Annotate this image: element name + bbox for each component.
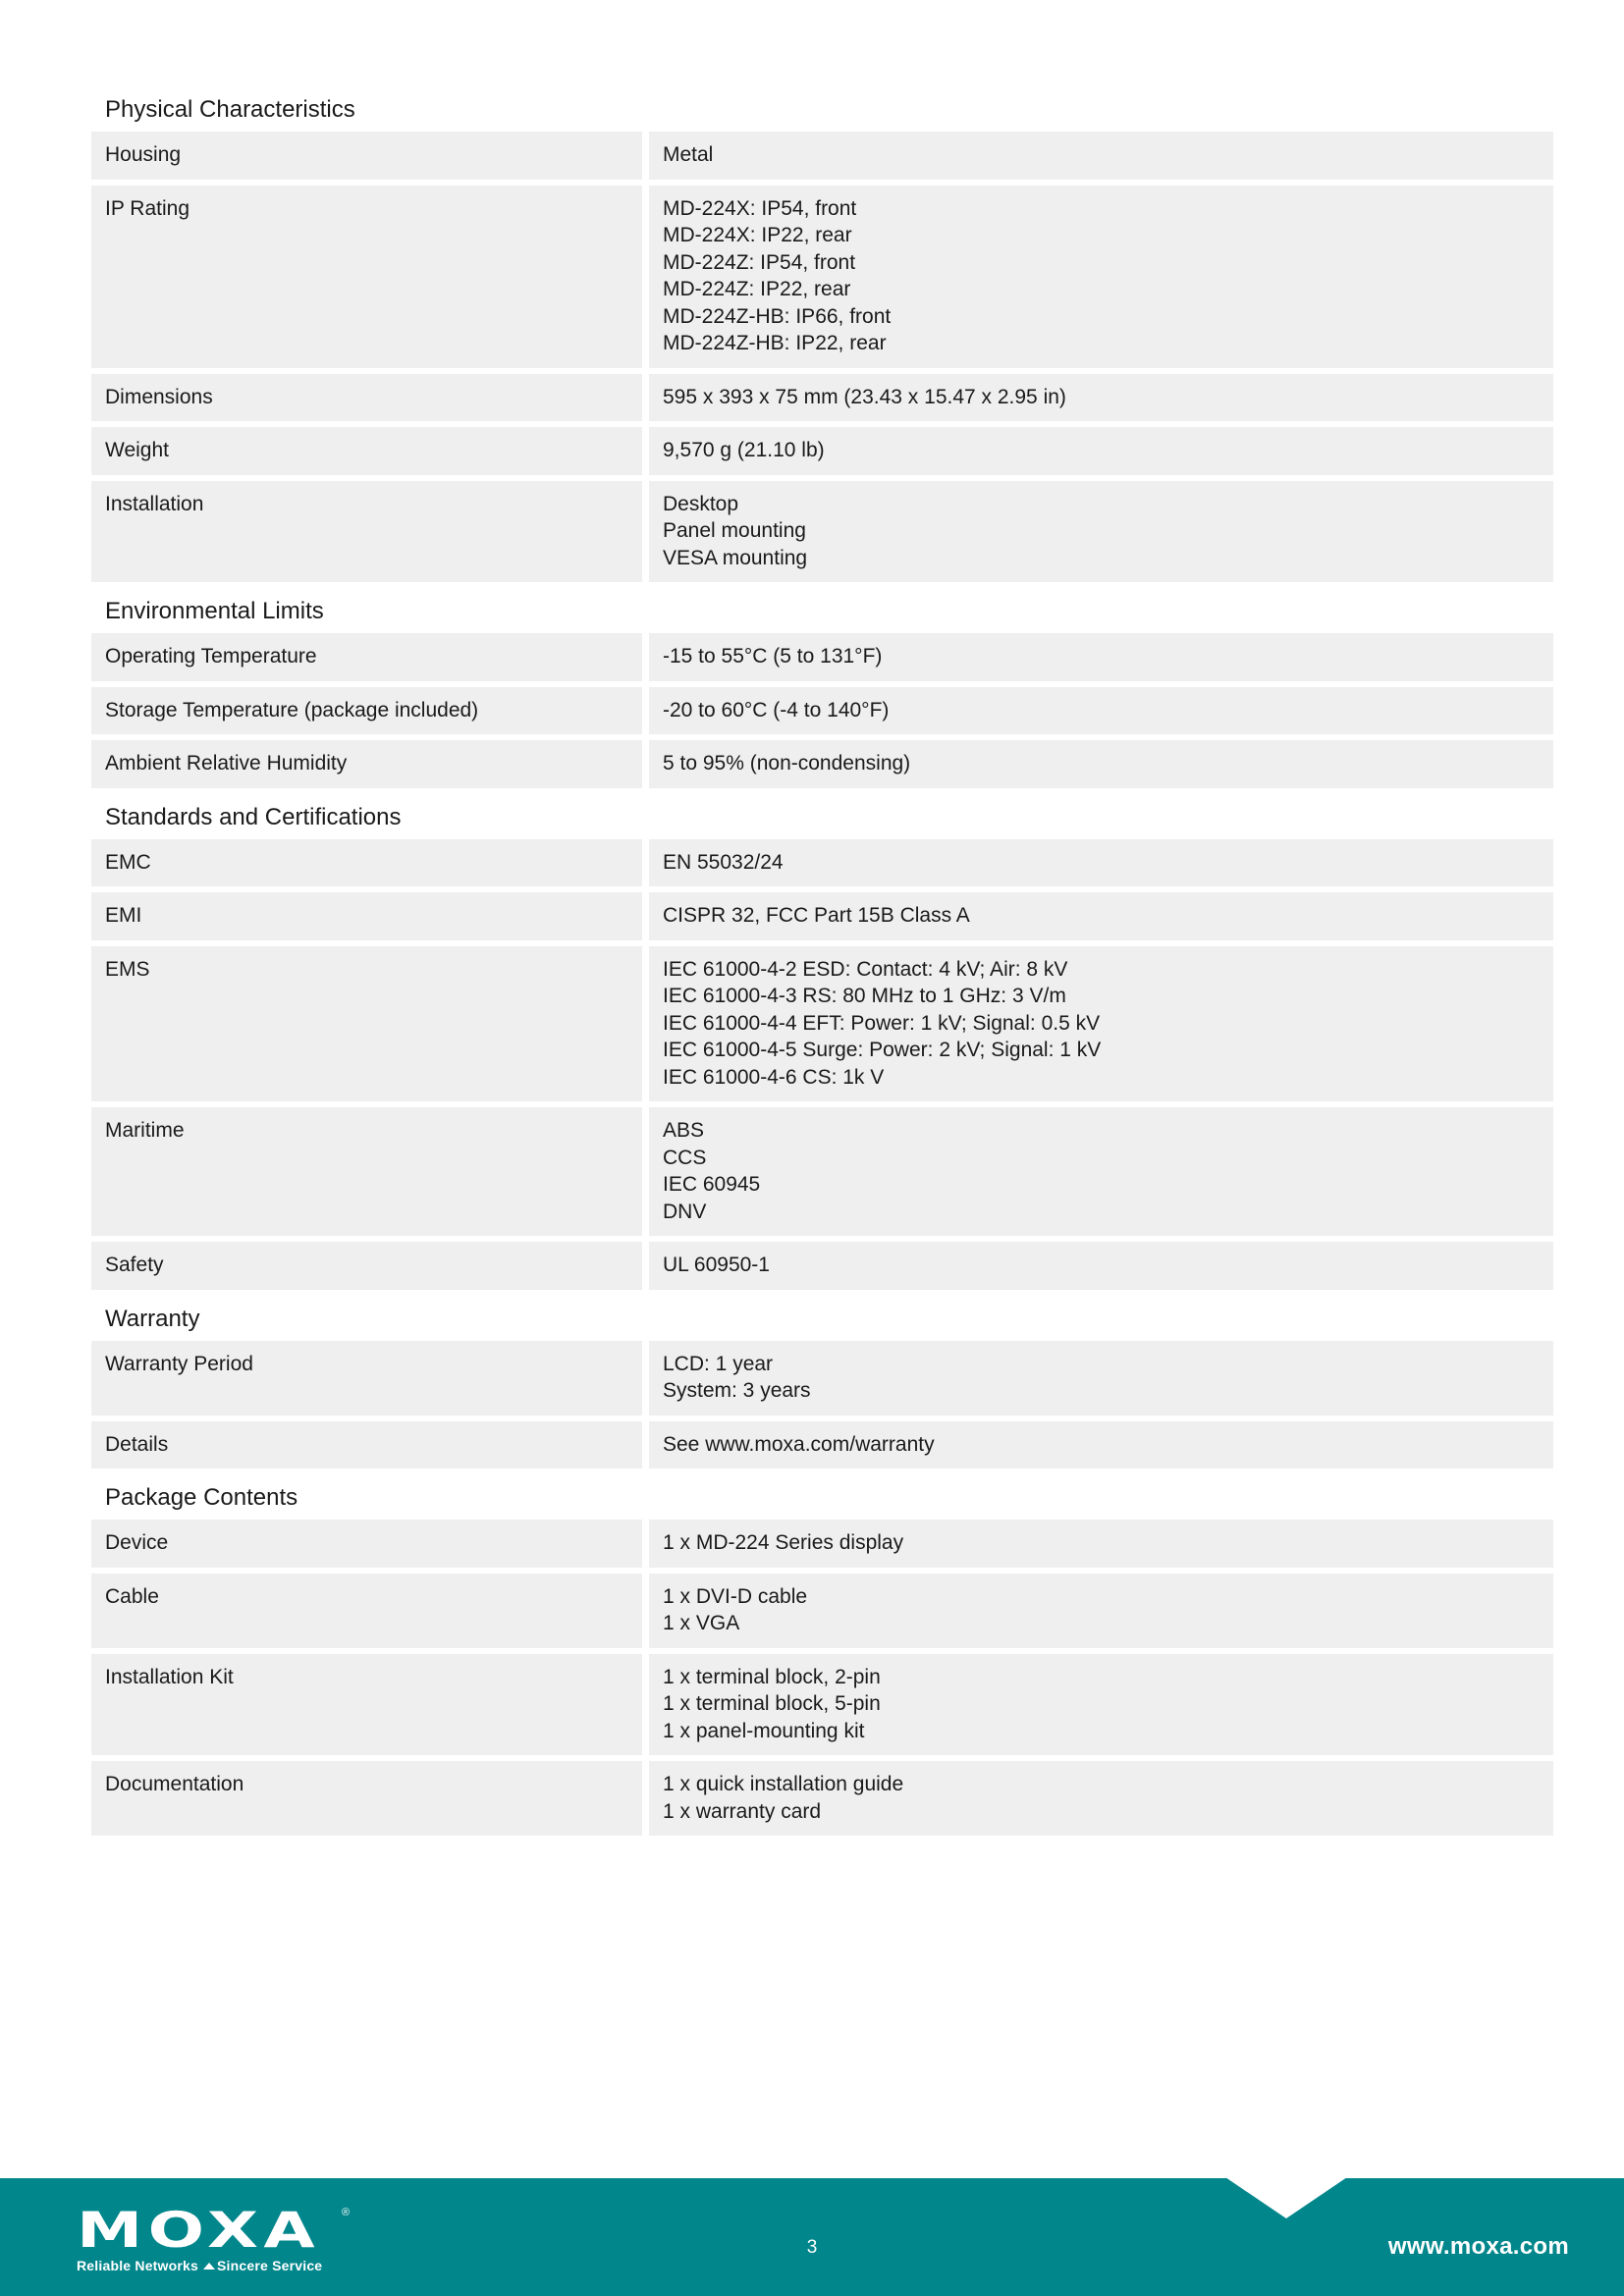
spec-value — [649, 892, 1553, 940]
spec-row — [91, 481, 1553, 583]
spec-value-line: IEC 61000-4-4 EFT: Power: 1 kV; Signal: 0.5 kV — [663, 1011, 1101, 1035]
spec-value — [649, 1107, 1553, 1236]
page-number: 3 — [806, 2237, 818, 2258]
spec-value — [649, 1654, 1553, 1756]
spec-row — [91, 946, 1553, 1102]
spec-label: Operating Temperature — [91, 633, 642, 681]
spec-value — [649, 1574, 1553, 1648]
spec-row — [91, 1107, 1553, 1236]
spec-label: Details — [91, 1421, 642, 1469]
spec-label: Warranty Period — [91, 1341, 642, 1415]
spec-value — [649, 839, 1553, 887]
footer-notch-decoration — [1225, 2177, 1347, 2218]
spec-value — [649, 374, 1553, 422]
spec-label: Installation — [91, 481, 642, 583]
spec-value-line: 1 x VGA — [663, 1612, 740, 1634]
spec-value-line: MD-224Z: IP54, front — [663, 250, 856, 274]
spec-value-line: 1 x terminal block, 5-pin — [663, 1692, 881, 1715]
spec-value-line: -20 to 60°C (-4 to 140°F) — [663, 698, 890, 721]
spec-value-line: Metal — [663, 143, 714, 166]
spec-value-line: MD-224Z: IP22, rear — [663, 278, 851, 300]
spec-value-line: Panel mounting — [663, 519, 806, 542]
logo-tagline — [77, 2258, 322, 2273]
spec-row — [91, 839, 1553, 887]
spec-value-line: IEC 61000-4-5 Surge: Power: 2 kV; Signal: 1 kV — [663, 1039, 1102, 1061]
spec-value-line: 1 x terminal block, 2-pin — [663, 1665, 881, 1688]
section-title: Package Contents — [105, 1484, 298, 1511]
spec-row — [91, 1761, 1553, 1836]
spec-label: Dimensions — [91, 374, 642, 422]
spec-row — [91, 892, 1553, 940]
spec-value-line: 595 x 393 x 75 mm (23.43 x 15.47 x 2.95 in) — [663, 385, 1066, 408]
spec-value — [649, 1341, 1553, 1415]
page-footer — [0, 2178, 1624, 2296]
spec-value-line: See www.moxa.com/warranty — [663, 1432, 935, 1456]
spec-value-line: MD-224X: IP54, front — [663, 196, 857, 220]
spec-value-line: ABS — [663, 1119, 705, 1142]
spec-value — [649, 427, 1553, 475]
spec-value-line: IEC 61000-4-6 CS: 1k V — [663, 1065, 885, 1089]
spec-value-line: VESA mounting — [663, 546, 808, 569]
spec-label: Maritime — [91, 1107, 642, 1236]
spec-row — [91, 132, 1553, 180]
spec-value — [649, 1421, 1553, 1469]
section-title: Warranty — [105, 1305, 200, 1332]
spec-value — [649, 687, 1553, 735]
spec-value-line: DNV — [663, 1200, 707, 1223]
spec-value — [649, 633, 1553, 681]
spec-label: Installation Kit — [91, 1654, 642, 1756]
spec-value-line: 1 x warranty card — [663, 1799, 822, 1823]
spec-value-line: IEC 61000-4-2 ESD: Contact: 4 kV; Air: 8 kV — [663, 957, 1068, 981]
spec-value-line: MD-224X: IP22, rear — [663, 224, 852, 246]
spec-value-line: Desktop — [663, 492, 739, 515]
spec-value-line: -15 to 55°C (5 to 131°F) — [663, 645, 883, 667]
section-title: Standards and Certifications — [105, 803, 402, 830]
spec-row — [91, 1574, 1553, 1648]
spec-value-line: MD-224Z-HB: IP66, front — [663, 304, 892, 328]
spec-value — [649, 186, 1553, 368]
spec-value — [649, 740, 1553, 788]
website-link[interactable]: www.moxa.com — [1387, 2233, 1569, 2260]
spec-value-line: 9,570 g (21.10 lb) — [663, 439, 825, 461]
spec-row — [91, 633, 1553, 681]
spec-value-line: LCD: 1 year — [663, 1352, 774, 1375]
spec-row — [91, 1520, 1553, 1568]
spec-row — [91, 740, 1553, 788]
spec-value-line: IEC 60945 — [663, 1173, 761, 1196]
spec-value — [649, 1242, 1553, 1290]
spec-value-line: CCS — [663, 1146, 707, 1169]
spec-value — [649, 1761, 1553, 1836]
spec-value-line: 1 x MD-224 Series display — [663, 1531, 904, 1554]
spec-value-line: 1 x panel-mounting kit — [663, 1719, 865, 1742]
triangle-icon — [203, 2263, 215, 2269]
spec-row — [91, 427, 1553, 475]
moxa-logo — [77, 2202, 352, 2284]
section-title: Physical Characteristics — [105, 96, 355, 123]
spec-label: Safety — [91, 1242, 642, 1290]
spec-label: EMS — [91, 946, 642, 1102]
spec-value-line: System: 3 years — [663, 1379, 811, 1402]
spec-label: EMC — [91, 839, 642, 887]
spec-value-line: MD-224Z-HB: IP22, rear — [663, 332, 887, 354]
spec-value-line: IEC 61000-4-3 RS: 80 MHz to 1 GHz: 3 V/m — [663, 985, 1066, 1007]
spec-row — [91, 374, 1553, 422]
spec-label: Documentation — [91, 1761, 642, 1836]
spec-label: EMI — [91, 892, 642, 940]
spec-value-line: 1 x quick installation guide — [663, 1773, 904, 1795]
registered-mark: ® — [342, 2207, 351, 2218]
spec-label: Storage Temperature (package included) — [91, 687, 642, 735]
spec-row — [91, 1421, 1553, 1469]
spec-value — [649, 946, 1553, 1102]
spec-sheet — [91, 86, 1553, 1842]
spec-row — [91, 687, 1553, 735]
spec-row — [91, 1341, 1553, 1415]
spec-value-line: 1 x DVI-D cable — [663, 1584, 808, 1608]
spec-label: Ambient Relative Humidity — [91, 740, 642, 788]
spec-value-line: 5 to 95% (non-condensing) — [663, 752, 911, 774]
spec-row — [91, 1242, 1553, 1290]
spec-value — [649, 481, 1553, 583]
spec-value-line: EN 55032/24 — [663, 850, 784, 874]
spec-label: Housing — [91, 132, 642, 180]
spec-value — [649, 132, 1553, 180]
spec-row — [91, 186, 1553, 368]
tagline-right: Sincere Service — [217, 2258, 323, 2273]
spec-value — [649, 1520, 1553, 1568]
tagline-left: Reliable Networks — [77, 2258, 198, 2273]
spec-value-line: CISPR 32, FCC Part 15B Class A — [663, 904, 970, 927]
spec-row — [91, 1654, 1553, 1756]
spec-label: Weight — [91, 427, 642, 475]
spec-label: IP Rating — [91, 186, 642, 368]
spec-label: Cable — [91, 1574, 642, 1648]
logo-wordmark: MOXA — [77, 2202, 321, 2259]
spec-label: Device — [91, 1520, 642, 1568]
spec-value-line: UL 60950-1 — [663, 1254, 770, 1276]
section-title: Environmental Limits — [105, 598, 324, 624]
